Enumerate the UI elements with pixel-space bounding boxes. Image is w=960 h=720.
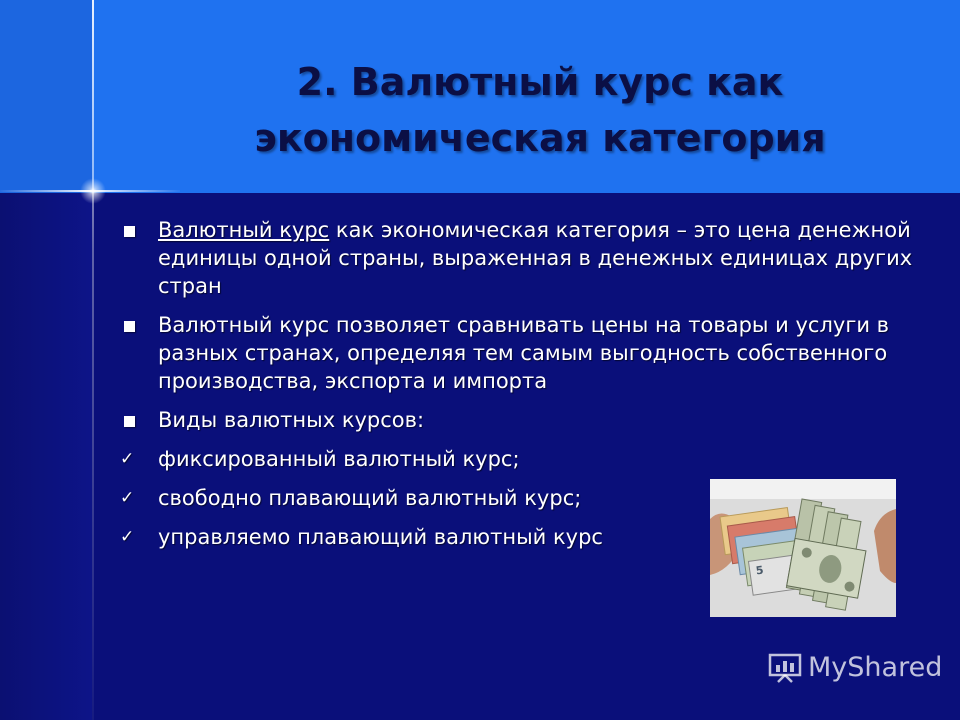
watermark — [768, 652, 942, 683]
bullet-comparison-text: Валютный курс позволяет сравнивать цены на товары и услуги в разных странах, определяя тем самым выгодность собственного производства, экспорта и импорта — [158, 313, 890, 393]
bullet-definition-text: как экономическая категория – это цена денежной единицы одной страны, выраженная в денежных единицах других стран — [158, 218, 913, 298]
bullet-definition — [120, 216, 920, 300]
square-bullet-icon — [124, 226, 135, 237]
title-line-1: 2. Валютный курс как — [296, 60, 784, 104]
square-bullet-icon — [124, 416, 135, 427]
presentation-icon — [768, 653, 802, 683]
checkmark-icon: ✓ — [120, 527, 135, 547]
bill-value-5: 5 — [754, 563, 765, 578]
check-item-floating-text: свободно плавающий валютный курс; — [158, 486, 582, 510]
square-bullet-icon — [124, 321, 135, 332]
check-item-managed-text: управляемо плавающий валютный курс — [158, 525, 603, 549]
check-item-fixed — [120, 445, 920, 473]
term-exchange-rate: Валютный курс — [158, 218, 330, 242]
slide-title — [120, 54, 960, 166]
money-photo — [710, 479, 896, 617]
watermark-text: MyShared — [808, 652, 943, 683]
bullet-types — [120, 406, 920, 434]
bullet-comparison — [120, 311, 920, 395]
vertical-line-decoration — [92, 0, 94, 720]
banknotes-illustration — [710, 479, 896, 617]
title-bar-left-segment — [0, 0, 92, 193]
checkmark-icon: ✓ — [120, 449, 135, 469]
check-item-fixed-text: фиксированный валютный курс; — [158, 447, 520, 471]
checkmark-icon: ✓ — [120, 488, 135, 508]
sparkle-decoration — [80, 178, 106, 204]
title-line-2: экономическая категория — [254, 116, 826, 160]
bullet-types-text: Виды валютных курсов: — [158, 408, 425, 432]
